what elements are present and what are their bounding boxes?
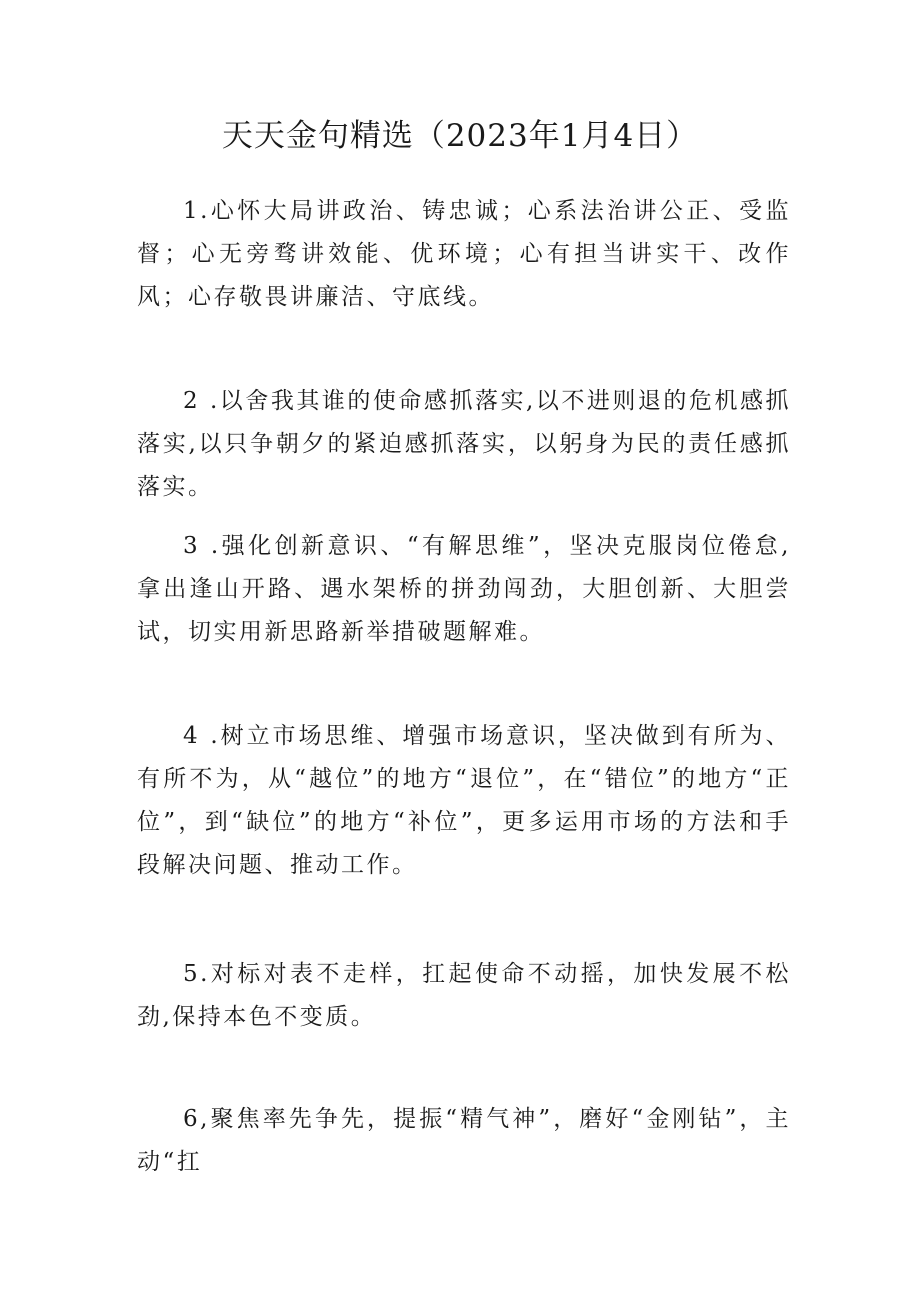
quote-paragraph-3: 3 .强化创新意识、“有解思维”，坚决克服岗位倦怠,拿出逢山开路、遇水架桥的拼劲闯劲，大胆创新、大胆尝试，切实用新思路新举措破题解难。 (137, 533, 791, 645)
document-title: 天天金句精选（2023年1月4日） (221, 118, 699, 154)
quote-paragraph-6: 6,聚焦率先争先，提振“精气神”，磨好“金刚钻”，主动“扛 (137, 1106, 791, 1175)
quote-paragraph-4: 4 .树立市场思维、增强市场意识，坚决做到有所为、有所不为，从“越位”的地方“退位”，在“错位”的地方“正位”，到“缺位”的地方“补位”，更多运用市场的方法和手段解决问题、推动工作。 (137, 723, 791, 878)
quote-paragraph-5: 5.对标对表不走样，扛起使命不动摇，加快发展不松劲,保持本色不变质。 (137, 961, 791, 1030)
quote-paragraph-1: 1.心怀大局讲政治、铸忠诚；心系法治讲公正、受监督；心无旁骛讲效能、优环境；心有担当讲实干、改作风；心存敬畏讲廉洁、守底线。 (137, 198, 791, 310)
quote-paragraph-2: 2 .以舍我其谁的使命感抓落实,以不进则退的危机感抓落实,以只争朝夕的紧迫感抓落实，以躬身为民的责任感抓落实。 (137, 388, 791, 500)
